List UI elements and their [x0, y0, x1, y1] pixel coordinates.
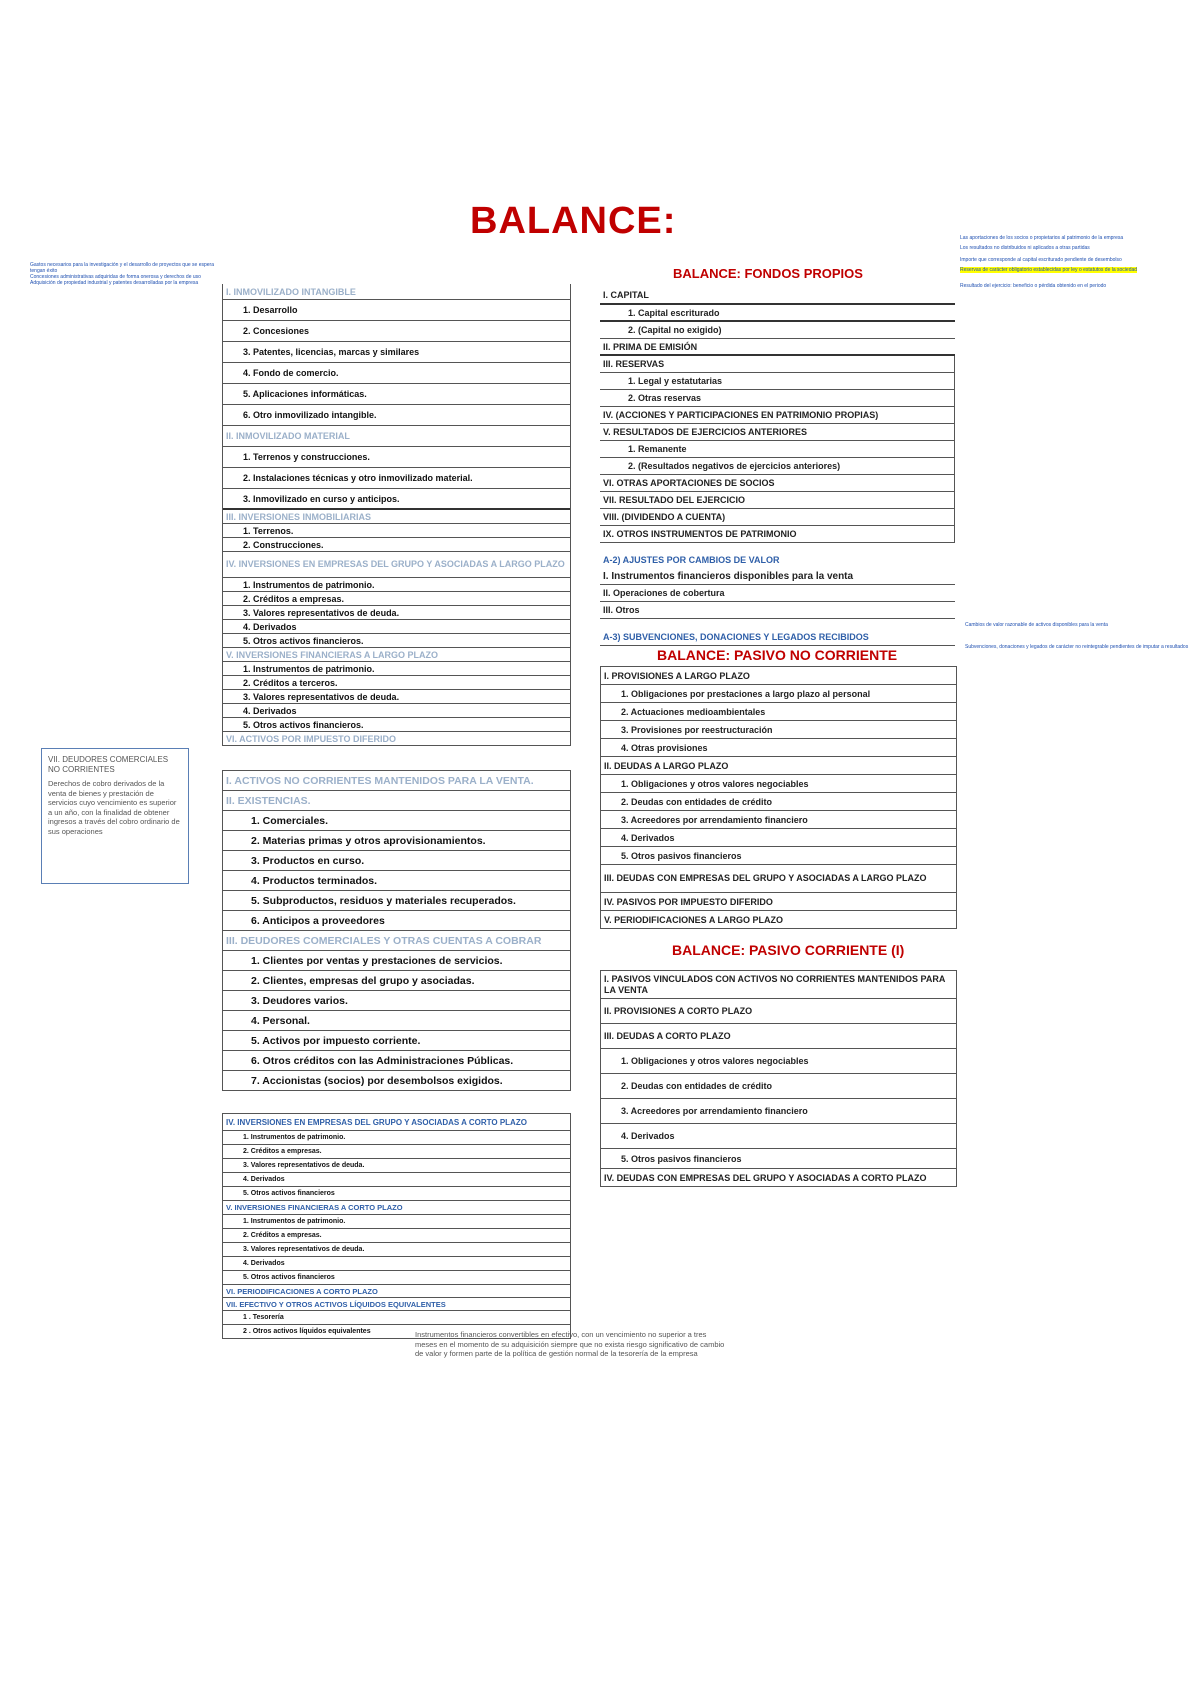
table-row: 2. Créditos a empresas.	[223, 1229, 570, 1243]
table-row: 1. Capital escriturado	[600, 305, 955, 322]
table-row: 4. Derivados	[601, 829, 956, 847]
table-row: VII. RESULTADO DEL EJERCICIO	[600, 492, 954, 509]
right-note-5: Resultado del ejercicio: beneficio o pérdida obtenido en el periodo	[960, 283, 1107, 289]
right-note-4: Reservas de carácter obligatorio establecidas por ley o estatutos de la sociedad	[960, 267, 1138, 273]
right-note-2: Los resultados no distribuidos ni aplicados a otras partidas	[960, 245, 1090, 251]
table-row: 4. Productos terminados.	[223, 871, 570, 891]
table-row: 4. Fondo de comercio.	[223, 363, 570, 384]
group-header: V. INVERSIONES FINANCIERAS A CORTO PLAZO	[223, 1201, 570, 1215]
table-row: 5. Aplicaciones informáticas.	[223, 384, 570, 405]
group-header: IV. INVERSIONES EN EMPRESAS DEL GRUPO Y ASOCIADAS A CORTO PLAZO	[223, 1114, 570, 1131]
table-row: 5. Otros pasivos financieros	[601, 847, 956, 865]
table-row: 4. Personal.	[223, 1011, 570, 1031]
side-box-title: VII. DEUDORES COMERCIALES NO CORRIENTES	[48, 755, 169, 774]
table-row: 2 . Otros activos líquidos equivalentes	[223, 1325, 570, 1339]
table-row: I. PASIVOS VINCULADOS CON ACTIVOS NO CORRIENTES MANTENIDOS PARA LA VENTA	[601, 971, 956, 999]
table-row: V. RESULTADOS DE EJERCICIOS ANTERIORES	[600, 424, 954, 441]
table-row: I. PROVISIONES A LARGO PLAZO	[601, 667, 956, 685]
group-header: II. EXISTENCIAS.	[223, 791, 570, 811]
table-row: 3. Acreedores por arrendamiento financiero	[601, 1099, 956, 1124]
table-row: 1. Clientes por ventas y prestaciones de servicios.	[223, 951, 570, 971]
group-header: VI. PERIODIFICACIONES A CORTO PLAZO	[223, 1285, 570, 1298]
table-row: 3. Deudores varios.	[223, 991, 570, 1011]
table-row: 2. Deudas con entidades de crédito	[601, 1074, 956, 1099]
table-row: 2. Deudas con entidades de crédito	[601, 793, 956, 811]
table-row: 2. (Capital no exigido)	[600, 322, 955, 339]
table-row: II. Operaciones de cobertura	[600, 585, 955, 602]
activo-corriente-table	[222, 770, 571, 1091]
group-header: VII. EFECTIVO Y OTROS ACTIVOS LÍQUIDOS EQUIVALENTES	[223, 1298, 570, 1311]
table-row: 4. Derivados	[601, 1124, 956, 1149]
table-row: I. Instrumentos financieros disponibles para la venta	[600, 568, 955, 585]
note-2: Concesiones administrativas adquiridas de forma onerosa y derechos de uso	[30, 274, 201, 280]
table-row: 2. Concesiones	[223, 321, 570, 342]
table-row: 7. Accionistas (socios) por desembolsos exigidos.	[223, 1071, 570, 1091]
table-row: II. PRIMA DE EMISIÓN	[600, 339, 955, 356]
group-header: VI. ACTIVOS POR IMPUESTO DIFERIDO	[223, 732, 570, 746]
right-notes-2	[965, 622, 1190, 650]
table-row: 2. Créditos a empresas.	[223, 1145, 570, 1159]
table-row: 1. Terrenos y construcciones.	[223, 447, 570, 468]
bottom-note: Instrumentos financieros convertibles en efectivo, con un vencimiento no superior a tres meses en el momento de su adquisición siempre que no exista riesgo significativo de cambio de valor y formen parte de la política de gestión normal de la tesorería de la empresa	[415, 1330, 725, 1358]
table-row: 4. Derivados	[223, 1257, 570, 1271]
table-row: 2. Créditos a terceros.	[223, 676, 570, 690]
right-note-3: Importe que corresponde al capital escriturado pendiente de desembolso	[960, 257, 1122, 263]
table-row: 3. Valores representativos de deuda.	[223, 690, 570, 704]
table-row: 6. Otro inmovilizado intangible.	[223, 405, 570, 426]
group-header: III. INVERSIONES INMOBILIARIAS	[223, 510, 570, 524]
table-row: 1. Legal y estatutarias	[600, 373, 954, 390]
table-row: 6. Otros créditos con las Administraciones Públicas.	[223, 1051, 570, 1071]
table-row: 5. Subproductos, residuos y materiales recuperados.	[223, 891, 570, 911]
side-box-text: Derechos de cobro derivados de la venta de bienes y prestación de servicios cuyo vencimiento es superior a un año, con la finalidad de obtener ingresos a través del cobro ordinario de sus operaciones	[48, 779, 180, 836]
table-row: 2. Materias primas y otros aprovisionamientos.	[223, 831, 570, 851]
table-row: 3. Provisiones por reestructuración	[601, 721, 956, 739]
table-row: 4. Otras provisiones	[601, 739, 956, 757]
table-row: 1. Instrumentos de patrimonio.	[223, 578, 570, 592]
table-row: 3. Patentes, licencias, marcas y similares	[223, 342, 570, 363]
activo-no-corriente-table	[222, 284, 571, 746]
table-row: 1. Instrumentos de patrimonio.	[223, 662, 570, 676]
left-notes	[30, 262, 225, 286]
table-row: 4. Derivados	[223, 620, 570, 634]
table-row: VI. OTRAS APORTACIONES DE SOCIOS	[600, 475, 954, 492]
group-header: V. INVERSIONES FINANCIERAS A LARGO PLAZO	[223, 648, 570, 662]
right-notes	[960, 235, 1185, 289]
group-header: III. DEUDORES COMERCIALES Y OTRAS CUENTAS A COBRAR	[223, 931, 570, 951]
table-row: 1. Obligaciones y otros valores negociables	[601, 1049, 956, 1074]
table-row: 3. Valores representativos de deuda.	[223, 1159, 570, 1173]
right-note-7: Subvenciones, donaciones y legados de carácter no reintegrable pendientes de imputar a resultados	[965, 644, 1189, 650]
pasivo-nc-title: BALANCE: PASIVO NO CORRIENTE	[657, 647, 898, 663]
table-row: 1. Comerciales.	[223, 811, 570, 831]
table-row: A-3) SUBVENCIONES, DONACIONES Y LEGADOS RECIBIDOS	[600, 629, 955, 646]
table-row: III. RESERVAS	[600, 356, 954, 373]
table-row: IV. (ACCIONES Y PARTICIPACIONES EN PATRIMONIO PROPIAS)	[600, 407, 954, 424]
table-row: 1 . Tesorería	[223, 1311, 570, 1325]
table-row: 1. Instrumentos de patrimonio.	[223, 1131, 570, 1145]
table-row: III. DEUDAS A CORTO PLAZO	[601, 1024, 956, 1049]
table-row: A-2) AJUSTES POR CAMBIOS DE VALOR	[603, 554, 780, 565]
note-3: Adquisición de propiedad industrial y patentes desarrolladas por la empresa	[30, 280, 199, 286]
table-row: 5. Otros activos financieros	[223, 1187, 570, 1201]
note-1: Gastos necesarios para la investigación y el desarrollo de proyectos que se espera tengan éxito	[30, 262, 214, 274]
fondos-propios-title: BALANCE: FONDOS PROPIOS	[673, 266, 863, 281]
table-row: 2. Créditos a empresas.	[223, 592, 570, 606]
table-row: 2. Instalaciones técnicas y otro inmovilizado material.	[223, 468, 570, 489]
pasivo-c-table	[600, 970, 957, 1187]
table-row: V. PERIODIFICACIONES A LARGO PLAZO	[601, 911, 956, 929]
table-row: 4. Derivados	[223, 704, 570, 718]
table-row: III. Otros	[600, 602, 955, 619]
group-header: I. INMOVILIZADO INTANGIBLE	[223, 284, 570, 300]
pasivo-c-title: BALANCE: PASIVO CORRIENTE (I)	[672, 942, 905, 958]
table-row: 3. Productos en curso.	[223, 851, 570, 871]
table-row: 2. Construcciones.	[223, 538, 570, 552]
table-row: 2. Otras reservas	[600, 390, 954, 407]
table-row: 5. Activos por impuesto corriente.	[223, 1031, 570, 1051]
table-row: IX. OTROS INSTRUMENTOS DE PATRIMONIO	[600, 526, 954, 543]
table-row: 2. Actuaciones medioambientales	[601, 703, 956, 721]
table-row: 3. Valores representativos de deuda.	[223, 1243, 570, 1257]
table-row: 1. Terrenos.	[223, 524, 570, 538]
group-header: I. ACTIVOS NO CORRIENTES MANTENIDOS PARA LA VENTA.	[223, 771, 570, 791]
activo-corriente-table-2	[222, 1113, 571, 1339]
table-row: VIII. (DIVIDENDO A CUENTA)	[600, 509, 954, 526]
table-row: 1. Obligaciones por prestaciones a largo plazo al personal	[601, 685, 956, 703]
table-row: I. CAPITAL	[600, 287, 955, 305]
table-row: 2. (Resultados negativos de ejercicios anteriores)	[600, 458, 954, 475]
pasivo-nc-table	[600, 666, 957, 929]
table-row: 3. Acreedores por arrendamiento financiero	[601, 811, 956, 829]
side-note-box	[41, 748, 189, 884]
table-row: 3. Inmovilizado en curso y anticipos.	[223, 489, 570, 510]
table-row: 4. Derivados	[223, 1173, 570, 1187]
table-row: 1. Desarrollo	[223, 300, 570, 321]
group-header: II. INMOVILIZADO MATERIAL	[223, 426, 570, 447]
table-row: 6. Anticipos a proveedores	[223, 911, 570, 931]
table-row: 1. Remanente	[600, 441, 954, 458]
fondos-propios-table	[600, 287, 955, 646]
table-row: III. DEUDAS CON EMPRESAS DEL GRUPO Y ASOCIADAS A LARGO PLAZO	[601, 865, 956, 893]
table-row: 3. Valores representativos de deuda.	[223, 606, 570, 620]
table-row: IV. DEUDAS CON EMPRESAS DEL GRUPO Y ASOCIADAS A CORTO PLAZO	[601, 1169, 956, 1187]
table-row: 5. Otros activos financieros.	[223, 634, 570, 648]
right-note-6: Cambios de valor razonable de activos disponibles para la venta	[965, 622, 1108, 628]
table-row: IV. PASIVOS POR IMPUESTO DIFERIDO	[601, 893, 956, 911]
reservas-block	[600, 356, 955, 543]
table-row: 5. Otros activos financieros	[223, 1271, 570, 1285]
right-note-1: Las aportaciones de los socios o propietarios al patrimonio de la empresa	[960, 235, 1124, 241]
table-row: 2. Clientes, empresas del grupo y asociadas.	[223, 971, 570, 991]
table-row: 5. Otros pasivos financieros	[601, 1149, 956, 1169]
table-row: 1. Obligaciones y otros valores negociables	[601, 775, 956, 793]
table-row: II. PROVISIONES A CORTO PLAZO	[601, 999, 956, 1024]
group-header: IV. INVERSIONES EN EMPRESAS DEL GRUPO Y ASOCIADAS A LARGO PLAZO	[223, 552, 570, 578]
table-row: II. DEUDAS A LARGO PLAZO	[601, 757, 956, 775]
table-row: 1. Instrumentos de patrimonio.	[223, 1215, 570, 1229]
page-title: BALANCE:	[470, 200, 677, 242]
table-row: 5. Otros activos financieros.	[223, 718, 570, 732]
